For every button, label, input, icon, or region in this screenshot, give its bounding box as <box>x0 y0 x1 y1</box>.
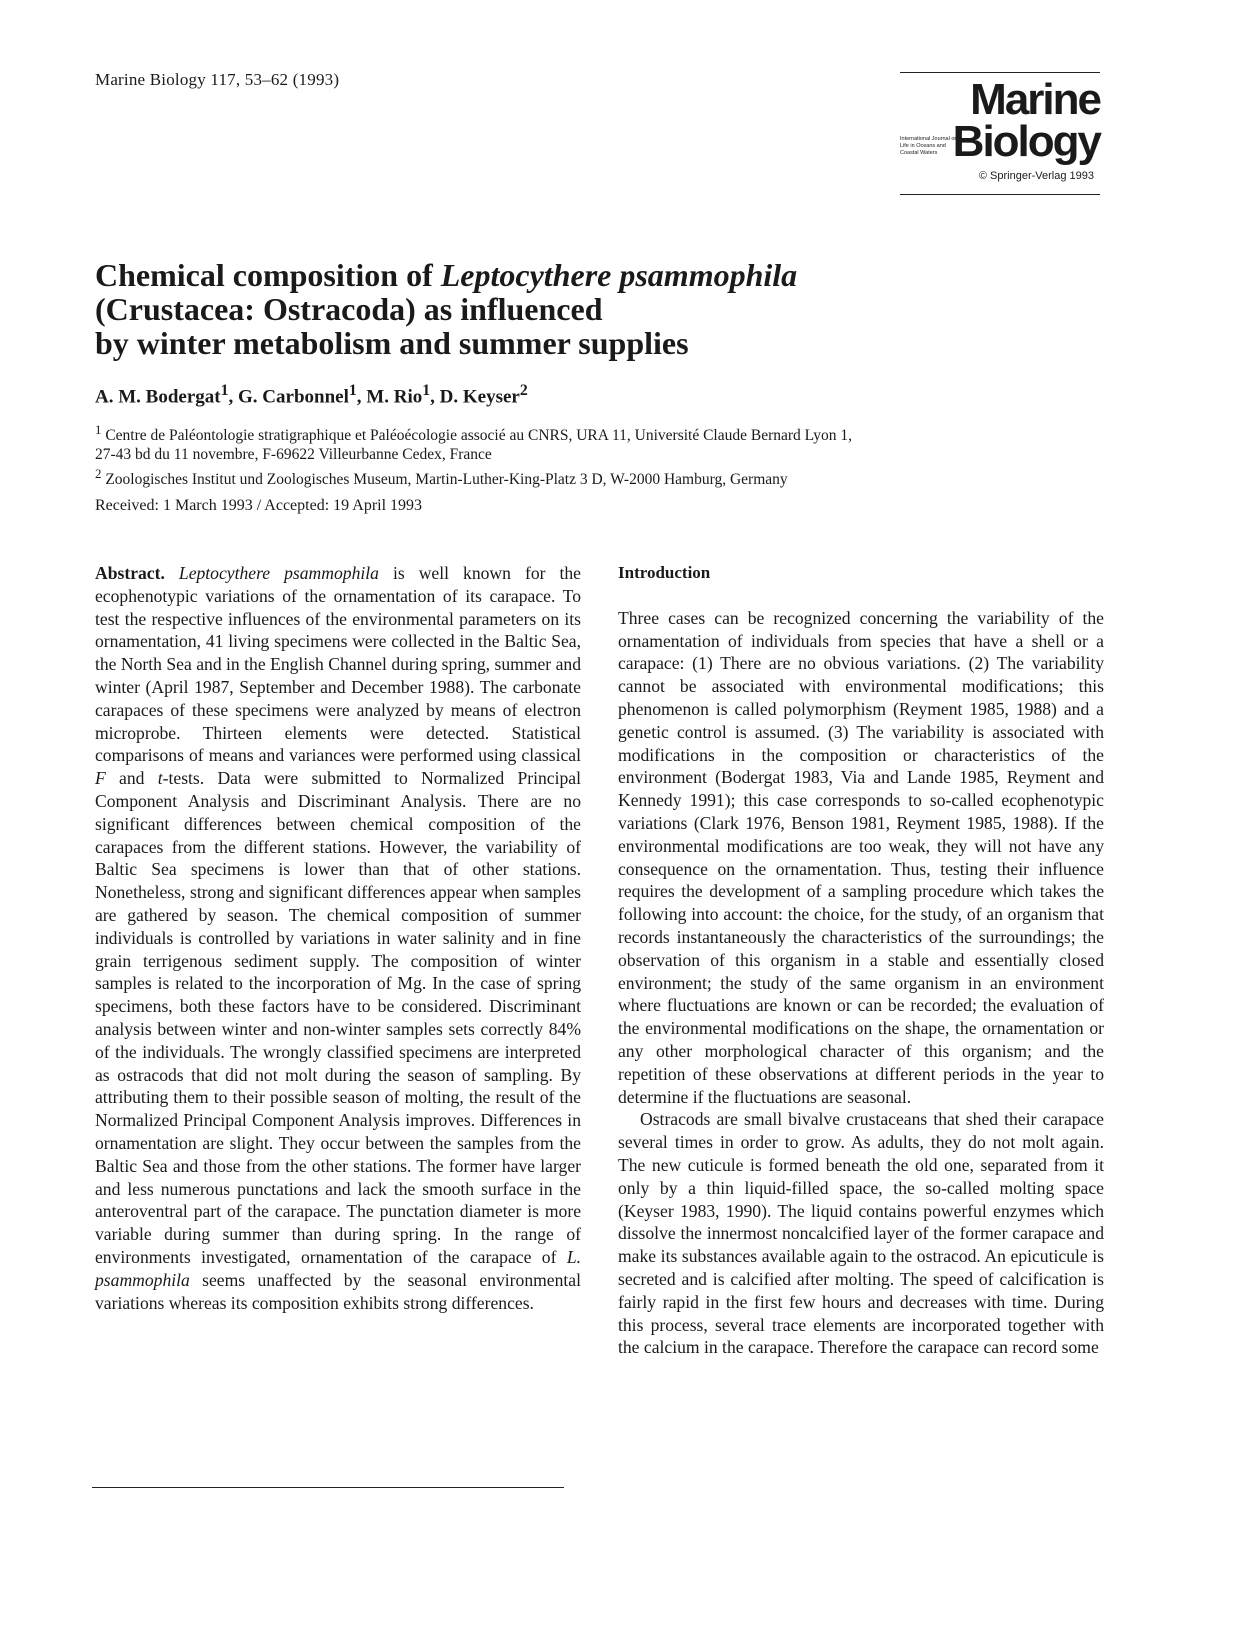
logo-rule-bottom <box>900 194 1100 195</box>
author-2-affil: 1 <box>348 382 357 399</box>
logo-word-biology: Biology <box>952 117 1100 166</box>
abstract-species-abbrev: L. psammophila <box>95 1246 581 1290</box>
journal-logo <box>900 72 1100 202</box>
affiliation-2-mark: 2 <box>95 466 102 482</box>
logo-subtitle: International Journal on Life in Oceans and Coastal Waters <box>900 136 958 156</box>
author-1: A. M. Bodergat <box>95 386 221 408</box>
author-2: G. Carbonnel <box>238 386 349 408</box>
author-1-affil: 1 <box>220 382 229 399</box>
article-title <box>95 258 995 360</box>
abstract-paragraph: Abstract. Leptocythere psammophila is well known for the ecophenotypic variations of the ornamentation of its carapace. To test the respective influences of the environmental parameters on its ornamentation, 41 living specimens were collected in the Baltic Sea, the North Sea and in the English Channel during spring, summer and winter (April 1987, September and December 1988). The carbonate carapaces of these specimens were analyzed by means of electron microprobe. Thirteen elements were detected. Statistical comparisons of means and variances were performed using classical F and t-tests. Data were submitted to Normalized Principal Component Analysis and Discriminant Analysis. There are no significant differences between chemical composition of the carapaces from the different stations. However, the variability of Baltic Sea specimens is lower than that of other stations. Nonetheless, strong and significant differences appear when samples are gathered by season. The chemical composition of summer individuals is controlled by variations in water salinity and in fine grain terrigenous sediment supply. The composition of winter samples is related to the incorporation of Mg. In the case of spring specimens, both these factors have to be considered. Discriminant analysis between winter and non-winter samples sets correctly 84% of the individuals. The wrongly classified specimens are interpreted as ostracods that did not molt during the season of sampling. By attributing them to their possible season of molting, the result of the Normalized Principal Component Analysis improves. Differences in ornamentation are slight. They occur between the samples from the Baltic Sea and those from the other stations. The former have larger and less numerous punctations and lack the smooth surface in the anteroventral part of the carapace. The punctation diameter is more variable during summer than during spring. In the range of environments investigated, ornamentation of the carapace of L. psammophila seems unaffected by the seasonal environmental variations whereas its composition exhibits strong differences. <box>95 563 581 1313</box>
title-part2: (Crustacea: Ostracoda) as influenced <box>95 291 603 327</box>
introduction-paragraph-2: Ostracods are small bivalve crustaceans that shed their carapace several times in order to grow. As adults, they do not molt again. The new cuticule is formed beneath the old one, separated from it only by a thin liquid-filled space, the so-called molting space (Keyser 1983, 1990). The liquid contains powerful enzymes which dissolve the innermost noncalcified layer of the former carapace and make its substances available again to the ostracod. An epicuticule is secreted and is calcified after molting. The speed of calcification is fairly rapid in the first few hours and decreases with time. During this process, several trace elements are incorporated together with the calcium in the carapace. Therefore the carapace can record some <box>618 1109 1104 1358</box>
title-species: Leptocythere psammophila <box>440 257 798 293</box>
abstract-species: Leptocythere psammophila <box>178 563 379 583</box>
author-3: M. Rio <box>366 386 423 408</box>
title-part1: Chemical composition of <box>95 257 441 293</box>
affiliation-1-address: 27-43 bd du 11 novembre, F-69622 Villeurbanne Cedex, France <box>95 446 492 464</box>
introduction-paragraph-1: Three cases can be recognized concerning the variability of the ornamentation of individuals from species that have a shell or a carapace: (1) There are no obvious variations. (2) The variability cannot be associated with environmental modifications; this phenomenon is called polymorphism (Reyment 1985, 1988) and a genetic control is assumed. (3) The variability is associated with modifications in the composition or characteristics of the environment (Bodergat 1983, Via and Lande 1985, Reyment and Kennedy 1991); this case corresponds to so-called ecophenotypic variations (Clark 1976, Benson 1981, Reyment 1985, 1988). If the environmental modifications are too weak, they will not have any consequence on the ornamentation. Thus, testing their influence requires the development of a sampling procedure which takes the following into account: the choice, for the study, of an organism that records instantaneously the characteristics of the surroundings; the observation of this organism in a stable and essentially closed environment; the study of the same organism in an environment where fluctuations are known or can be recorded; the evaluation of the environmental modifications on the shape, the ornamentation or any other morphological character of this organism; and the repetition of these observations at different periods in the year to determine if the fluctuations are seasonal. <box>618 607 1104 1107</box>
author-4-affil: 2 <box>519 382 528 399</box>
logo-copyright: © Springer-Verlag 1993 <box>978 170 1094 182</box>
author-4: D. Keyser <box>439 386 520 408</box>
introduction-heading: Introduction <box>618 563 711 582</box>
affiliation-2: $^2$ Zoologisches Institut und Zoologisches Museum, Martin-Luther-King-Platz 3 D, W-2000 Hamburg, Germany <box>95 466 788 489</box>
author-3-affil: 1 <box>422 382 431 399</box>
footnote-rule <box>92 1487 564 1488</box>
logo-rule-top <box>900 72 1100 73</box>
received-accepted-dates: Received: 1 March 1993 / Accepted: 19 April 1993 <box>95 497 423 514</box>
journal-citation: Marine Biology 117, 53–62 (1993) <box>95 70 340 89</box>
introduction-column <box>618 562 1104 1359</box>
title-part3: by winter metabolism and summer supplies <box>95 325 689 361</box>
author-list: A. M. Bodergat$^1$, G. Carbonnel$^1$, M. Rio$^1$, D. Keyser$^2$ <box>95 382 528 408</box>
affiliation-1: $^1$ Centre de Paléontologie stratigraphique et Paléoécologie associé au CNRS, URA 11, Université Claude Bernard Lyon 1, <box>95 422 853 445</box>
logo-word-marine: Marine <box>970 75 1100 124</box>
affiliations <box>95 420 1105 489</box>
abstract-label: Abstract. <box>95 563 165 583</box>
abstract-column <box>95 562 581 1314</box>
affiliation-1-mark: 1 <box>95 422 102 437</box>
